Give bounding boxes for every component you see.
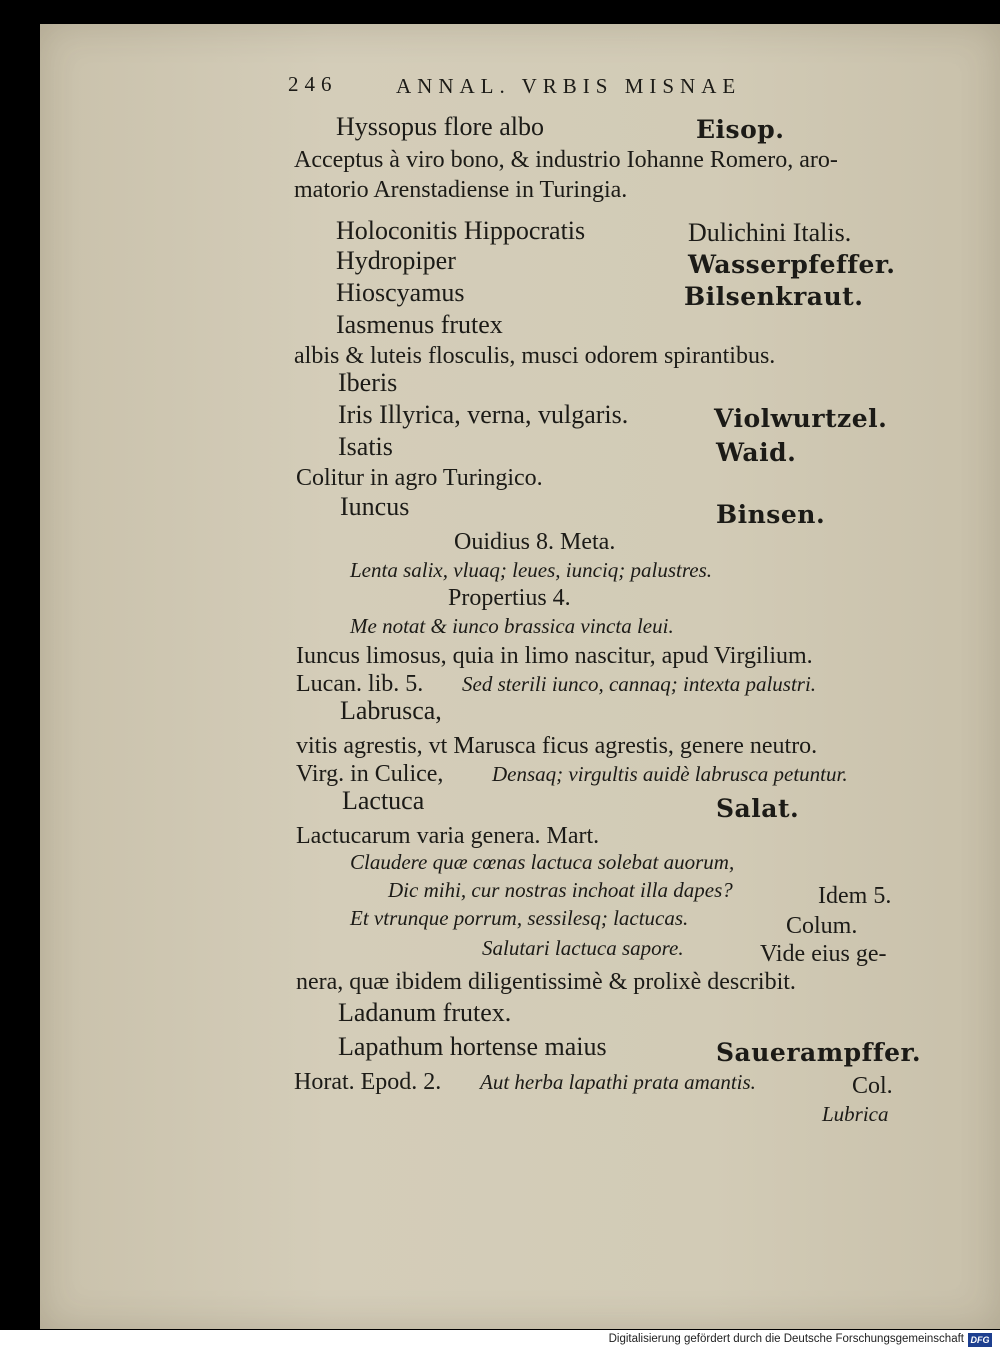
text-line: Colitur in agro Turingico. xyxy=(296,465,543,491)
entry-iberis: Iberis xyxy=(338,368,398,397)
german-name-hydropiper: Wasserpfeffer. xyxy=(688,250,896,279)
entry-hioscyamus: Hioscyamus xyxy=(336,278,465,307)
quotation: Et vtrunque porrum, sessilesq; lactucas. xyxy=(350,906,689,930)
quotation: Densaq; virgultis auidè labrusca petuntur. xyxy=(492,762,848,786)
page-number: 246 xyxy=(288,72,338,96)
quotation: Lenta salix, vluaq; leues, iunciq; palustres. xyxy=(350,558,713,582)
quotation: Sed sterili iunco, cannaq; intexta palustri. xyxy=(462,672,817,696)
text-line: Acceptus à viro bono, & industrio Iohanne Romero, aro- xyxy=(294,147,838,173)
source-citation: Col. xyxy=(852,1073,893,1099)
text-line: albis & luteis flosculis, musci odorem spirantibus. xyxy=(294,343,776,369)
italian-name-holoconitis: Dulichini Italis. xyxy=(688,218,852,247)
source-citation: Virg. in Culice, xyxy=(296,761,444,787)
source-citation: Idem 5. xyxy=(818,883,892,909)
entry-lactuca: Lactuca xyxy=(342,786,425,815)
quotation: Claudere quæ cœnas lactuca solebat auorum, xyxy=(350,850,735,874)
german-name-iuncus: Binsen. xyxy=(716,500,826,529)
source-citation: Colum. xyxy=(786,913,858,939)
entry-holoconitis: Holoconitis Hippocratis xyxy=(336,216,586,245)
entry-ladanum: Ladanum frutex. xyxy=(338,998,512,1027)
text-line: Iuncus limosus, quia in limo nascitur, apud Virgilium. xyxy=(296,643,813,669)
text-line: Lactucarum varia genera. Mart. xyxy=(296,823,600,849)
entry-hydropiper: Hydropiper xyxy=(336,246,456,275)
running-title: ANNAL. VRBIS MISNAE xyxy=(396,74,742,98)
entry-labrusca: Labrusca, xyxy=(340,696,442,725)
text-line: nera, quæ ibidem diligentissimè & prolixè describit. xyxy=(296,969,796,995)
text-line: Vide eius ge- xyxy=(760,941,887,967)
digitization-footer xyxy=(0,1330,1000,1351)
entry-iuncus: Iuncus xyxy=(340,492,410,521)
quotation: Dic mihi, cur nostras inchoat illa dapes? xyxy=(388,878,733,902)
text-line: matorio Arenstadiense in Turingia. xyxy=(294,177,628,203)
source-citation: Lucan. lib. 5. xyxy=(296,671,424,697)
entry-isatis: Isatis xyxy=(338,432,393,461)
entry-lapathum: Lapathum hortense maius xyxy=(338,1032,607,1061)
entry-hyssopus: Hyssopus flore albo xyxy=(336,112,544,141)
book-page xyxy=(40,24,1000,1329)
german-name-hyssopus: Eisop. xyxy=(696,115,785,144)
entry-iris: Iris Illyrica, verna, vulgaris. xyxy=(338,400,629,429)
catchword: Lubrica xyxy=(822,1102,889,1126)
quotation: Salutari lactuca sapore. xyxy=(482,936,684,960)
source-citation: Ouidius 8. Meta. xyxy=(454,529,616,555)
german-name-lapathum: Sauerampffer. xyxy=(716,1038,922,1067)
quotation: Me notat & iunco brassica vincta leui. xyxy=(350,614,674,638)
german-name-iris: Violwurtzel. xyxy=(714,404,888,433)
german-name-lactuca: Salat. xyxy=(716,794,800,823)
source-citation: Horat. Epod. 2. xyxy=(294,1069,442,1095)
quotation: Aut herba lapathi prata amantis. xyxy=(480,1070,756,1094)
german-name-hioscyamus: Bilsenkraut. xyxy=(684,282,864,311)
entry-iasmenus: Iasmenus frutex xyxy=(336,310,503,339)
source-citation: Propertius 4. xyxy=(448,585,571,611)
dfg-logo-icon: DFG xyxy=(968,1333,992,1347)
funding-credit: Digitalisierung gefördert durch die Deutsche Forschungsgemeinschaft xyxy=(608,1333,964,1345)
text-line: vitis agrestis, vt Marusca ficus agrestis, genere neutro. xyxy=(296,733,818,759)
german-name-isatis: Waid. xyxy=(716,438,797,467)
